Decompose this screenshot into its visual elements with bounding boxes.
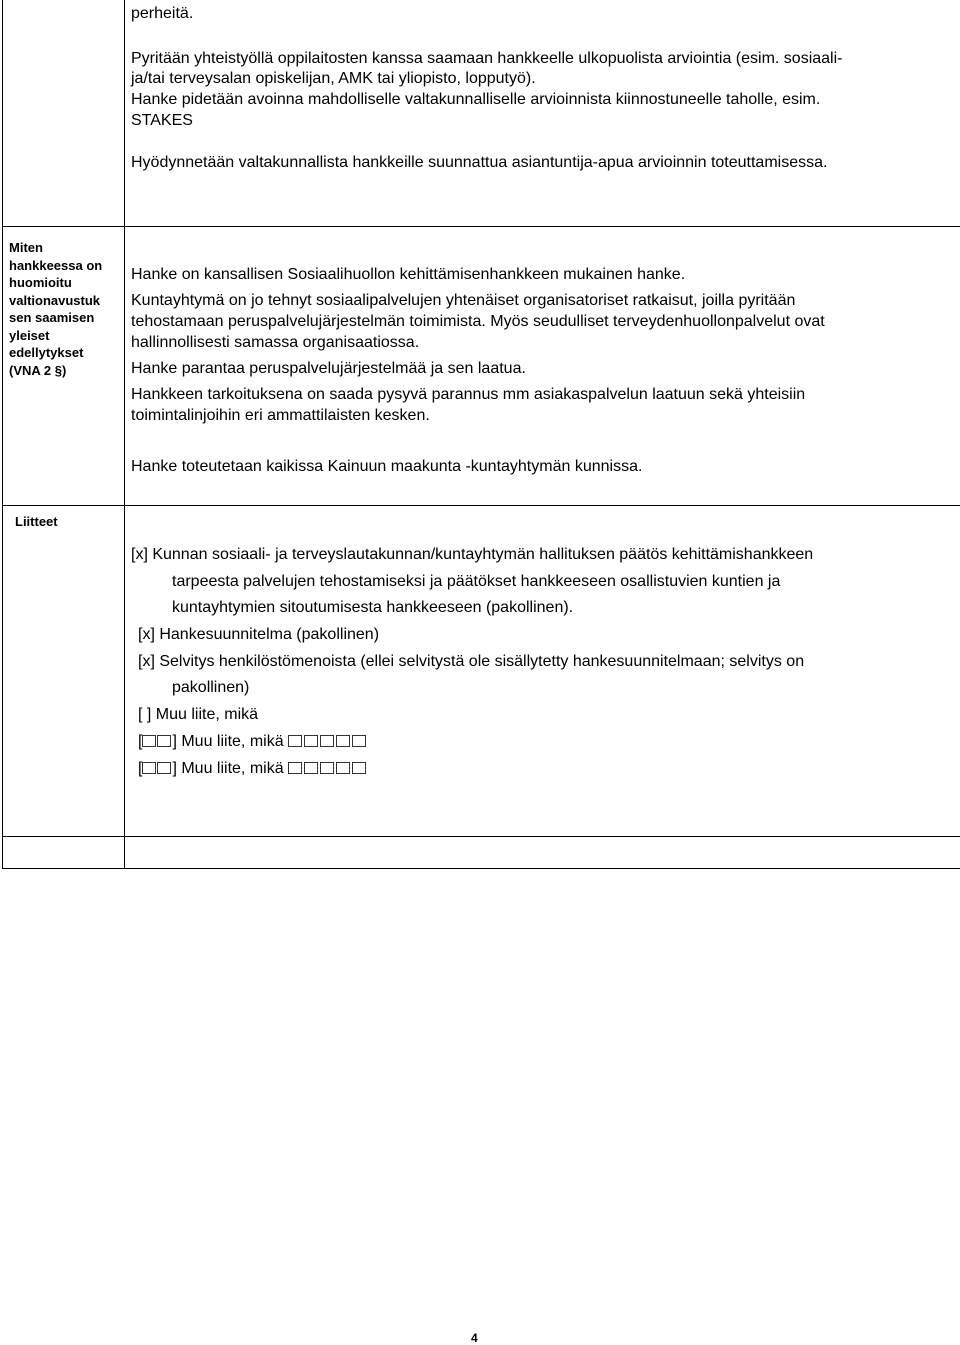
column-divider xyxy=(124,0,125,869)
attachment-item-5 xyxy=(138,732,368,752)
open-bracket: [ xyxy=(138,733,143,750)
paragraph-line: Kuntayhtymä on jo tehnyt sosiaalipalvelujen yhtenäiset organisatoriset ratkaisut, joilla pyritään xyxy=(131,292,796,309)
placeholder-box-icon xyxy=(142,735,156,747)
placeholder-box-icon xyxy=(157,735,171,747)
paragraph-line: ja/tai terveysalan opiskelijan, AMK tai yliopisto, lopputyö). xyxy=(131,70,536,87)
paragraph-line: Hyödynnetään valtakunnallista hankkeille suunnattua asiantuntija-apua arvioinnin toteuttamisessa. xyxy=(131,154,828,171)
open-bracket: [ xyxy=(138,760,143,777)
page-number: 4 xyxy=(471,1331,478,1345)
attachment-item-3-cont: pakollinen) xyxy=(172,679,250,696)
placeholder-box-icon xyxy=(352,762,366,774)
row-label-attachments: Liitteet xyxy=(15,514,58,529)
placeholder-box-icon xyxy=(288,762,302,774)
placeholder-box-icon xyxy=(320,762,334,774)
attachment-item-2: [x] Hankesuunnitelma (pakollinen) xyxy=(138,626,380,643)
table-bottom-border xyxy=(2,868,960,869)
paragraph-line: toimintalinjoihin eri ammattilaisten kesken. xyxy=(131,407,430,424)
paragraph-line: Hankkeen tarkoituksena on saada pysyvä parannus mm asiakaspalvelun laatuun sekä yhteisiin xyxy=(131,386,806,403)
paragraph-line: Hanke on kansallisen Sosiaalihuollon kehittämisenhankkeen mukainen hanke. xyxy=(131,266,686,283)
placeholder-box-icon xyxy=(157,762,171,774)
paragraph-line: STAKES xyxy=(131,112,193,129)
attachment-item-6-label: ] Muu liite, mikä xyxy=(172,760,284,777)
paragraph-line: Pyritään yhteistyöllä oppilaitosten kanssa saamaan hankkeelle ulkopuolista arviointia (esim. sosiaali- xyxy=(131,50,843,67)
table-left-border xyxy=(2,0,3,869)
attachment-item-3: [x] Selvitys henkilöstömenoista (ellei selvitystä ole sisällytetty hankesuunnitelmaan; selvitys on xyxy=(138,653,805,670)
placeholder-box-icon xyxy=(336,762,350,774)
paragraph-line: Hanke parantaa peruspalvelujärjestelmää ja sen laatua. xyxy=(131,360,526,377)
form-field-placeholder[interactable] xyxy=(288,732,368,752)
placeholder-box-icon xyxy=(288,735,302,747)
placeholder-box-icon xyxy=(304,735,318,747)
paragraph-line: Hanke toteutetaan kaikissa Kainuun maakunta -kuntayhtymän kunnissa. xyxy=(131,458,643,475)
attachment-item-1: [x] Kunnan sosiaali- ja terveyslautakunnan/kuntayhtymän hallituksen päätös kehittämishankkeen xyxy=(131,546,814,563)
attachment-item-1-cont: kuntayhtymien sitoutumisesta hankkeeseen (pakollinen). xyxy=(172,599,574,616)
attachment-item-6 xyxy=(138,759,368,779)
row-divider-3 xyxy=(2,836,960,837)
paragraph-line: tehostamaan peruspalvelujärjestelmän toimimista. Myös seudulliset terveydenhuollonpalvelut ovat xyxy=(131,313,825,330)
attachment-item-1-cont: tarpeesta palvelujen tehostamiseksi ja päätökset hankkeeseen osallistuvien kuntien ja xyxy=(172,573,781,590)
placeholder-box-icon xyxy=(352,735,366,747)
placeholder-box-icon xyxy=(142,762,156,774)
placeholder-box-icon xyxy=(304,762,318,774)
paragraph-line: perheitä. xyxy=(131,5,194,22)
paragraph-line: hallinnollisesti samassa organisaatiossa. xyxy=(131,334,420,351)
form-field-placeholder[interactable] xyxy=(288,759,368,779)
row-label-requirements: Miten hankkeessa on huomioitu valtionavustuk sen saamisen yleiset edellytykset (VNA 2 §) xyxy=(9,240,103,378)
paragraph-line: Hanke pidetään avoinna mahdolliselle valtakunnalliselle arvioinnista kiinnostuneelle taholle, esim. xyxy=(131,91,821,108)
attachment-item-5-label: ] Muu liite, mikä xyxy=(172,733,284,750)
row-divider-1 xyxy=(2,226,960,227)
attachment-item-4: [ ] Muu liite, mikä xyxy=(138,706,259,723)
placeholder-box-icon xyxy=(336,735,350,747)
placeholder-box-icon xyxy=(320,735,334,747)
row-divider-2 xyxy=(2,505,960,506)
